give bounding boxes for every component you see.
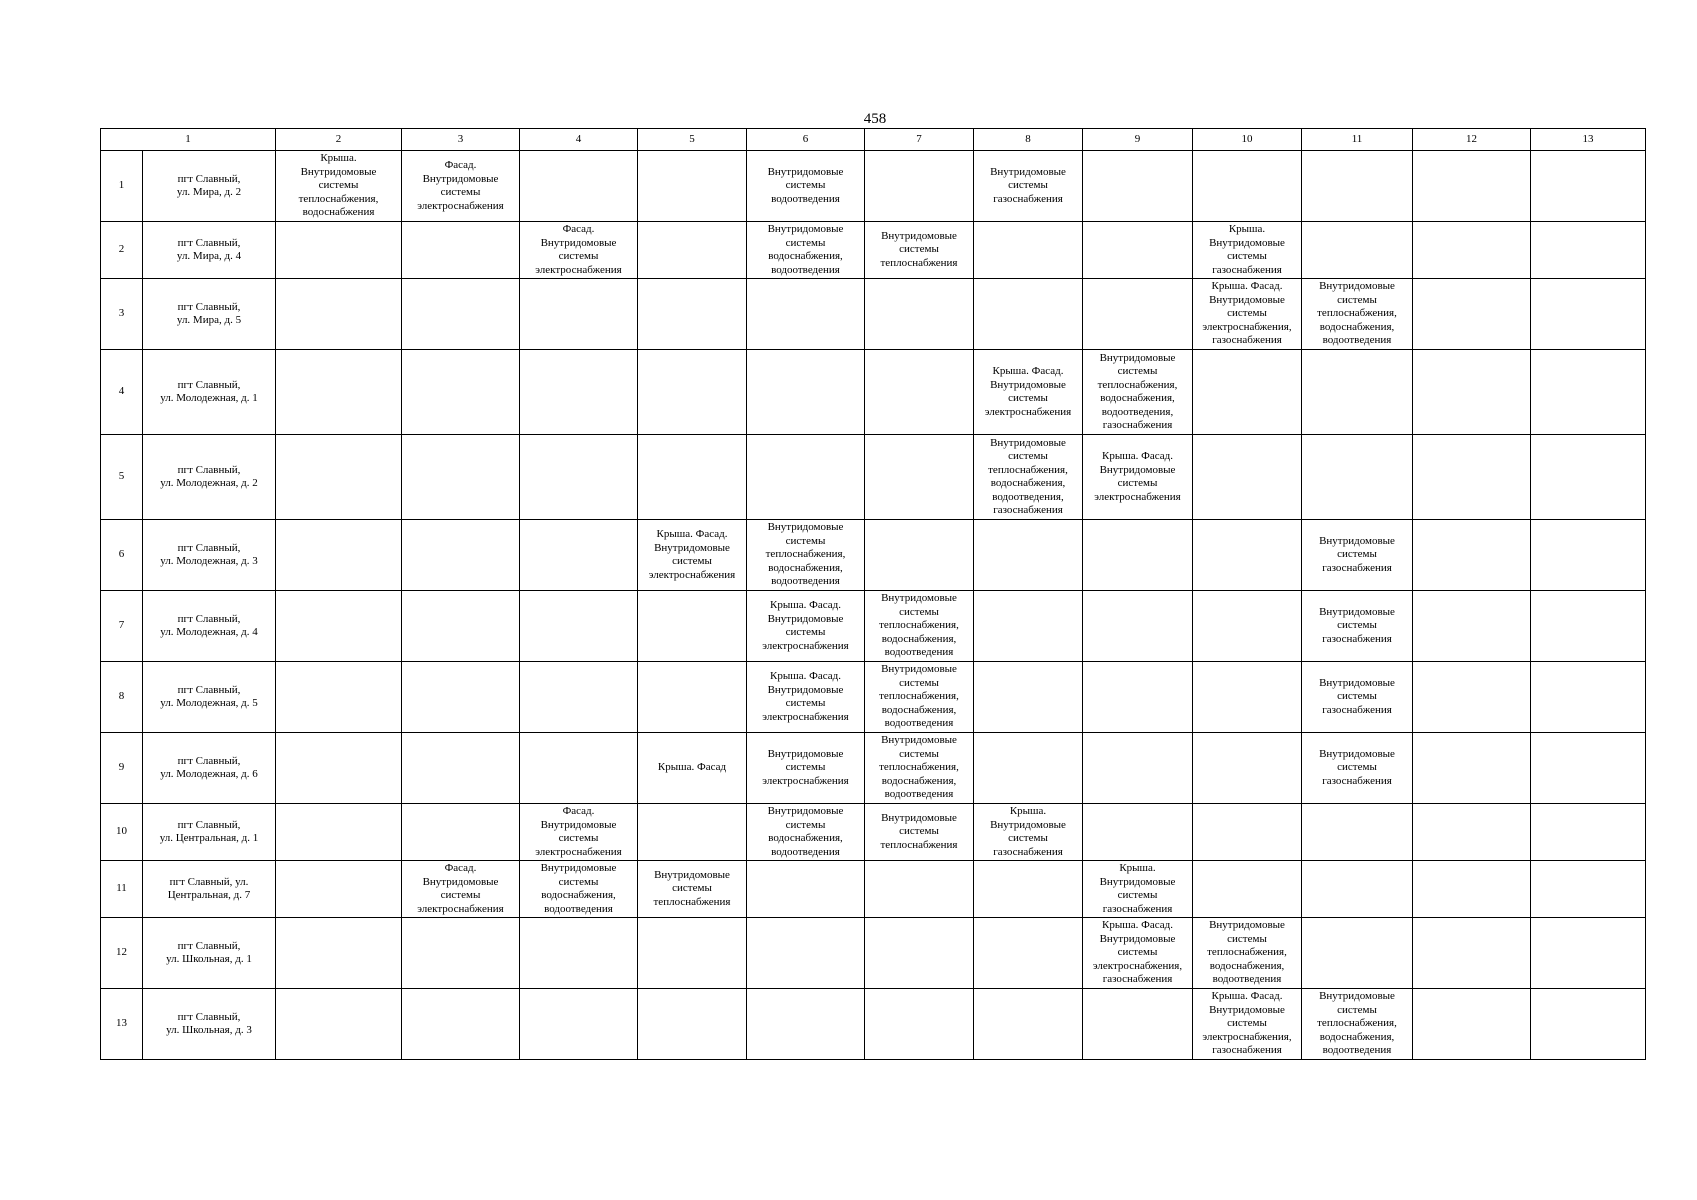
work-cell-col-11: Внутридомовые системы теплоснабжения, водоснабжения, водоотведения	[1302, 279, 1413, 350]
address-cell: пгт Славный, ул. Молодежная, д. 1	[143, 350, 276, 435]
work-cell-col-5	[638, 222, 747, 279]
column-header: 10	[1193, 129, 1302, 151]
work-cell-col-5	[638, 918, 747, 989]
table-row	[101, 804, 1646, 861]
work-cell-col-2	[276, 591, 402, 662]
work-cell-col-4	[520, 733, 638, 804]
work-cell-col-6: Внутридомовые системы теплоснабжения, водоснабжения, водоотведения	[747, 520, 865, 591]
work-cell-col-5: Внутридомовые системы теплоснабжения	[638, 861, 747, 918]
address-cell: пгт Славный, ул. Мира, д. 2	[143, 151, 276, 222]
work-cell-col-3	[402, 989, 520, 1060]
work-cell-col-7	[865, 151, 974, 222]
address-cell: пгт Славный, ул. Молодежная, д. 6	[143, 733, 276, 804]
work-cell-col-13	[1531, 861, 1646, 918]
work-cell-col-2: Крыша. Внутридомовые системы теплоснабжения, водоснабжения	[276, 151, 402, 222]
work-cell-col-12	[1413, 989, 1531, 1060]
work-cell-col-5	[638, 151, 747, 222]
work-cell-col-4	[520, 151, 638, 222]
work-cell-col-8	[974, 662, 1083, 733]
work-cell-col-7	[865, 520, 974, 591]
work-cell-col-10	[1193, 861, 1302, 918]
work-cell-col-11: Внутридомовые системы теплоснабжения, водоснабжения, водоотведения	[1302, 989, 1413, 1060]
work-cell-col-9: Крыша. Фасад. Внутридомовые системы электроснабжения, газоснабжения	[1083, 918, 1193, 989]
work-cell-col-8	[974, 222, 1083, 279]
work-cell-col-2	[276, 662, 402, 733]
address-cell: пгт Славный, ул. Молодежная, д. 3	[143, 520, 276, 591]
address-cell: пгт Славный, ул. Центральная, д. 7	[143, 861, 276, 918]
work-cell-col-2	[276, 733, 402, 804]
work-cell-col-4	[520, 989, 638, 1060]
table-row	[101, 662, 1646, 733]
work-cell-col-12	[1413, 279, 1531, 350]
address-cell: пгт Славный, ул. Мира, д. 4	[143, 222, 276, 279]
work-cell-col-2	[276, 989, 402, 1060]
work-cell-col-3	[402, 350, 520, 435]
table-row	[101, 279, 1646, 350]
work-cell-col-2	[276, 918, 402, 989]
work-cell-col-7: Внутридомовые системы теплоснабжения, водоснабжения, водоотведения	[865, 733, 974, 804]
work-cell-col-7	[865, 279, 974, 350]
work-cell-col-3	[402, 279, 520, 350]
work-cell-col-12	[1413, 733, 1531, 804]
table-row	[101, 151, 1646, 222]
work-cell-col-7	[865, 861, 974, 918]
work-cell-col-3: Фасад. Внутридомовые системы электроснабжения	[402, 151, 520, 222]
work-cell-col-13	[1531, 435, 1646, 520]
column-header: 7	[865, 129, 974, 151]
work-cell-col-12	[1413, 662, 1531, 733]
header-row	[101, 129, 1646, 151]
work-cell-col-8: Крыша. Фасад. Внутридомовые системы электроснабжения	[974, 350, 1083, 435]
work-cell-col-9	[1083, 989, 1193, 1060]
work-cell-col-12	[1413, 151, 1531, 222]
work-cell-col-13	[1531, 350, 1646, 435]
work-cell-col-4	[520, 591, 638, 662]
work-cell-col-2	[276, 435, 402, 520]
table-row	[101, 989, 1646, 1060]
work-cell-col-13	[1531, 279, 1646, 350]
work-cell-col-9	[1083, 733, 1193, 804]
work-cell-col-2	[276, 350, 402, 435]
work-cell-col-5	[638, 350, 747, 435]
work-cell-col-13	[1531, 222, 1646, 279]
work-cell-col-6	[747, 279, 865, 350]
work-cell-col-4	[520, 918, 638, 989]
work-cell-col-11: Внутридомовые системы газоснабжения	[1302, 733, 1413, 804]
work-cell-col-10: Крыша. Фасад. Внутридомовые системы электроснабжения, газоснабжения	[1193, 989, 1302, 1060]
work-cell-col-12	[1413, 222, 1531, 279]
work-cell-col-8	[974, 861, 1083, 918]
work-cell-col-10: Внутридомовые системы теплоснабжения, водоснабжения, водоотведения	[1193, 918, 1302, 989]
work-cell-col-3: Фасад. Внутридомовые системы электроснабжения	[402, 861, 520, 918]
work-cell-col-4	[520, 350, 638, 435]
work-cell-col-10	[1193, 733, 1302, 804]
row-number: 2	[101, 222, 143, 279]
work-cell-col-5: Крыша. Фасад. Внутридомовые системы электроснабжения	[638, 520, 747, 591]
work-cell-col-12	[1413, 591, 1531, 662]
work-cell-col-11	[1302, 435, 1413, 520]
work-cell-col-3	[402, 733, 520, 804]
work-cell-col-7: Внутридомовые системы теплоснабжения	[865, 804, 974, 861]
row-number: 8	[101, 662, 143, 733]
table-row	[101, 861, 1646, 918]
work-cell-col-5	[638, 279, 747, 350]
work-cell-col-5	[638, 662, 747, 733]
work-cell-col-6	[747, 918, 865, 989]
work-cell-col-10	[1193, 804, 1302, 861]
work-cell-col-2	[276, 222, 402, 279]
work-cell-col-2	[276, 279, 402, 350]
column-header: 5	[638, 129, 747, 151]
work-cell-col-6	[747, 435, 865, 520]
work-cell-col-8	[974, 279, 1083, 350]
work-cell-col-4: Фасад. Внутридомовые системы электроснабжения	[520, 804, 638, 861]
work-cell-col-7	[865, 918, 974, 989]
row-number: 3	[101, 279, 143, 350]
column-header: 1	[101, 129, 276, 151]
work-cell-col-11	[1302, 222, 1413, 279]
work-cell-col-2	[276, 520, 402, 591]
work-cell-col-12	[1413, 861, 1531, 918]
work-cell-col-9	[1083, 222, 1193, 279]
work-cell-col-2	[276, 804, 402, 861]
address-cell: пгт Славный, ул. Молодежная, д. 5	[143, 662, 276, 733]
work-cell-col-5	[638, 804, 747, 861]
work-cell-col-3	[402, 520, 520, 591]
work-cell-col-8: Внутридомовые системы газоснабжения	[974, 151, 1083, 222]
work-cell-col-13	[1531, 662, 1646, 733]
work-cell-col-10	[1193, 520, 1302, 591]
work-cell-col-5: Крыша. Фасад	[638, 733, 747, 804]
work-cell-col-11	[1302, 861, 1413, 918]
work-cell-col-4	[520, 279, 638, 350]
work-cell-col-6	[747, 861, 865, 918]
work-cell-col-9	[1083, 591, 1193, 662]
work-cell-col-11	[1302, 350, 1413, 435]
work-cell-col-5	[638, 989, 747, 1060]
work-cell-col-5	[638, 591, 747, 662]
work-cell-col-4: Внутридомовые системы водоснабжения, водоотведения	[520, 861, 638, 918]
table-row	[101, 591, 1646, 662]
work-cell-col-6: Крыша. Фасад. Внутридомовые системы электроснабжения	[747, 591, 865, 662]
work-cell-col-9: Крыша. Внутридомовые системы газоснабжения	[1083, 861, 1193, 918]
work-cell-col-8	[974, 989, 1083, 1060]
work-cell-col-12	[1413, 520, 1531, 591]
work-cell-col-9	[1083, 279, 1193, 350]
work-cell-col-6: Внутридомовые системы электроснабжения	[747, 733, 865, 804]
table-row	[101, 350, 1646, 435]
work-cell-col-6	[747, 989, 865, 1060]
work-cell-col-13	[1531, 918, 1646, 989]
work-cell-col-2	[276, 861, 402, 918]
page-number: 458	[863, 111, 887, 127]
work-cell-col-10: Крыша. Фасад. Внутридомовые системы электроснабжения, газоснабжения	[1193, 279, 1302, 350]
work-cell-col-10: Крыша. Внутридомовые системы газоснабжения	[1193, 222, 1302, 279]
work-cell-col-9	[1083, 662, 1193, 733]
row-number: 5	[101, 435, 143, 520]
table-row	[101, 222, 1646, 279]
work-cell-col-3	[402, 591, 520, 662]
work-cell-col-8: Внутридомовые системы теплоснабжения, водоснабжения, водоотведения, газоснабжения	[974, 435, 1083, 520]
work-cell-col-11	[1302, 804, 1413, 861]
work-cell-col-10	[1193, 662, 1302, 733]
work-cell-col-6: Внутридомовые системы водоснабжения, водоотведения	[747, 222, 865, 279]
work-cell-col-4: Фасад. Внутридомовые системы электроснабжения	[520, 222, 638, 279]
work-cell-col-12	[1413, 435, 1531, 520]
work-cell-col-6	[747, 350, 865, 435]
table-row	[101, 918, 1646, 989]
work-cell-col-12	[1413, 350, 1531, 435]
column-header: 2	[276, 129, 402, 151]
work-cell-col-8	[974, 520, 1083, 591]
column-header: 4	[520, 129, 638, 151]
column-header: 8	[974, 129, 1083, 151]
work-cell-col-8	[974, 733, 1083, 804]
table-row	[101, 520, 1646, 591]
work-cell-col-3	[402, 804, 520, 861]
work-cell-col-10	[1193, 435, 1302, 520]
work-cell-col-13	[1531, 733, 1646, 804]
work-cell-col-4	[520, 520, 638, 591]
table-row	[101, 435, 1646, 520]
work-cell-col-13	[1531, 804, 1646, 861]
address-cell: пгт Славный, ул. Молодежная, д. 4	[143, 591, 276, 662]
work-cell-col-8: Крыша. Внутридомовые системы газоснабжения	[974, 804, 1083, 861]
column-header: 12	[1413, 129, 1531, 151]
work-cell-col-13	[1531, 520, 1646, 591]
work-cell-col-6: Крыша. Фасад. Внутридомовые системы электроснабжения	[747, 662, 865, 733]
work-cell-col-11: Внутридомовые системы газоснабжения	[1302, 591, 1413, 662]
work-cell-col-6: Внутридомовые системы водоснабжения, водоотведения	[747, 804, 865, 861]
repair-schedule-table	[100, 128, 1646, 1060]
work-cell-col-12	[1413, 804, 1531, 861]
work-cell-col-12	[1413, 918, 1531, 989]
row-number: 13	[101, 989, 143, 1060]
work-cell-col-9: Внутридомовые системы теплоснабжения, водоснабжения, водоотведения, газоснабжения	[1083, 350, 1193, 435]
column-header: 11	[1302, 129, 1413, 151]
address-cell: пгт Славный, ул. Молодежная, д. 2	[143, 435, 276, 520]
work-cell-col-7	[865, 989, 974, 1060]
work-cell-col-11: Внутридомовые системы газоснабжения	[1302, 520, 1413, 591]
column-header: 3	[402, 129, 520, 151]
work-cell-col-11	[1302, 918, 1413, 989]
address-cell: пгт Славный, ул. Мира, д. 5	[143, 279, 276, 350]
work-cell-col-9	[1083, 520, 1193, 591]
column-header: 13	[1531, 129, 1646, 151]
work-cell-col-8	[974, 591, 1083, 662]
work-cell-col-10	[1193, 591, 1302, 662]
table-row	[101, 733, 1646, 804]
address-cell: пгт Славный, ул. Школьная, д. 3	[143, 989, 276, 1060]
work-cell-col-6: Внутридомовые системы водоотведения	[747, 151, 865, 222]
row-number: 6	[101, 520, 143, 591]
work-cell-col-4	[520, 662, 638, 733]
work-cell-col-10	[1193, 151, 1302, 222]
row-number: 10	[101, 804, 143, 861]
work-cell-col-13	[1531, 591, 1646, 662]
row-number: 7	[101, 591, 143, 662]
work-cell-col-7	[865, 435, 974, 520]
work-cell-col-11	[1302, 151, 1413, 222]
work-cell-col-3	[402, 918, 520, 989]
address-cell: пгт Славный, ул. Центральная, д. 1	[143, 804, 276, 861]
work-cell-col-7: Внутридомовые системы теплоснабжения	[865, 222, 974, 279]
work-cell-col-7	[865, 350, 974, 435]
row-number: 1	[101, 151, 143, 222]
work-cell-col-7: Внутридомовые системы теплоснабжения, водоснабжения, водоотведения	[865, 662, 974, 733]
work-cell-col-9: Крыша. Фасад. Внутридомовые системы электроснабжения	[1083, 435, 1193, 520]
work-cell-col-3	[402, 435, 520, 520]
row-number: 12	[101, 918, 143, 989]
work-cell-col-7: Внутридомовые системы теплоснабжения, водоснабжения, водоотведения	[865, 591, 974, 662]
work-cell-col-4	[520, 435, 638, 520]
work-cell-col-9	[1083, 804, 1193, 861]
address-cell: пгт Славный, ул. Школьная, д. 1	[143, 918, 276, 989]
work-cell-col-8	[974, 918, 1083, 989]
row-number: 9	[101, 733, 143, 804]
column-header: 6	[747, 129, 865, 151]
row-number: 4	[101, 350, 143, 435]
row-number: 11	[101, 861, 143, 918]
work-cell-col-10	[1193, 350, 1302, 435]
column-header: 9	[1083, 129, 1193, 151]
work-cell-col-3	[402, 222, 520, 279]
work-cell-col-3	[402, 662, 520, 733]
work-cell-col-11: Внутридомовые системы газоснабжения	[1302, 662, 1413, 733]
work-cell-col-5	[638, 435, 747, 520]
work-cell-col-13	[1531, 989, 1646, 1060]
work-cell-col-9	[1083, 151, 1193, 222]
work-cell-col-13	[1531, 151, 1646, 222]
